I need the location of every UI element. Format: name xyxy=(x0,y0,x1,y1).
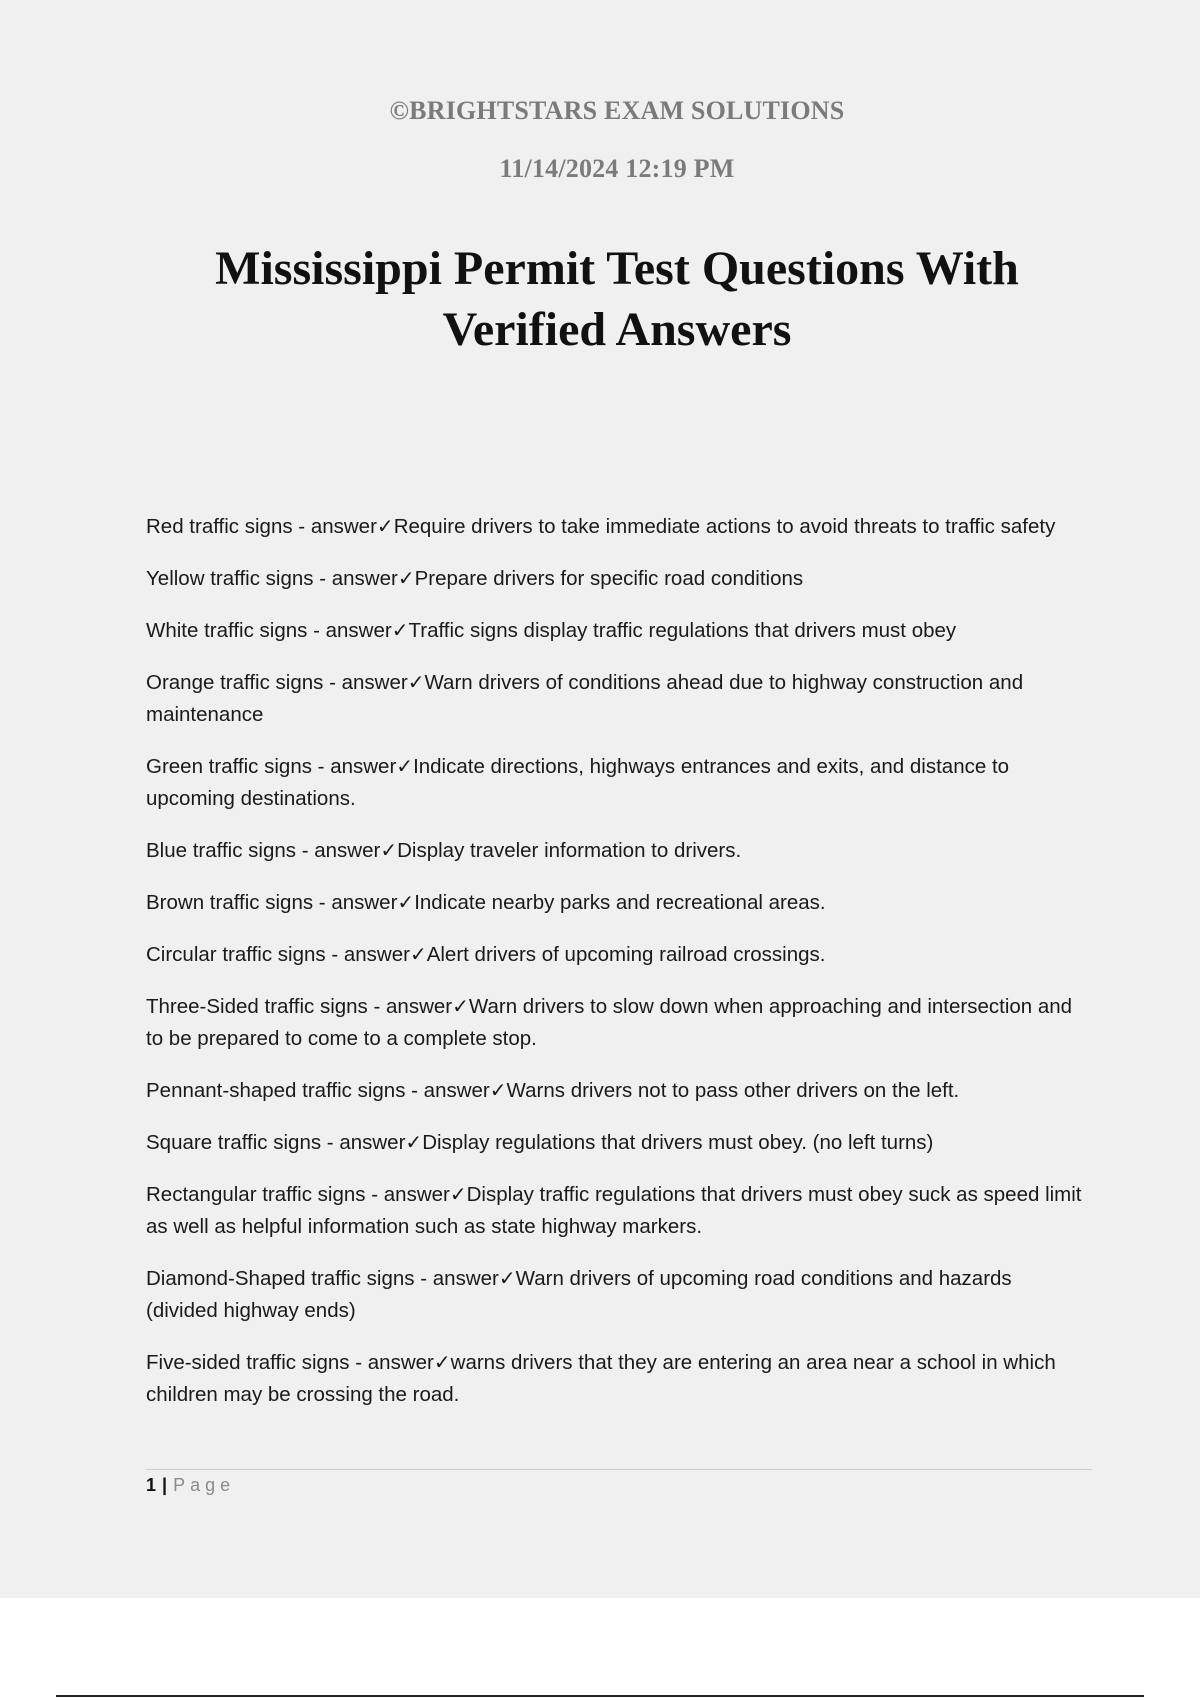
answer-marker: answer xyxy=(367,1351,434,1374)
checkmark-icon: ✓ xyxy=(498,1266,516,1290)
qa-separator: - xyxy=(325,943,344,966)
qa-term: Five-sided traffic signs xyxy=(146,1351,350,1374)
answer-marker: answer xyxy=(330,755,397,778)
qa-answer: Require drivers to take immediate actions to avoid threats to traffic safety xyxy=(393,515,1056,538)
checkmark-icon: ✓ xyxy=(433,1350,451,1374)
qa-term: Circular traffic signs xyxy=(146,943,326,966)
answer-marker: answer xyxy=(386,995,453,1018)
qa-answer: Warns drivers not to pass other drivers on the left. xyxy=(506,1079,960,1102)
checkmark-icon: ✓ xyxy=(452,994,469,1018)
qa-term: Orange traffic signs xyxy=(146,671,324,694)
checkmark-icon: ✓ xyxy=(409,942,427,966)
qa-answer: Alert drivers of upcoming railroad crossings. xyxy=(426,943,826,966)
qa-separator: - xyxy=(313,891,332,914)
qa-term: Diamond-Shaped traffic signs xyxy=(146,1267,415,1290)
answer-marker: answer xyxy=(423,1079,490,1102)
qa-answer: Traffic signs display traffic regulations that drivers must obey xyxy=(408,619,957,642)
bottom-divider xyxy=(56,1695,1144,1697)
page-number: 1 xyxy=(146,1475,157,1495)
qa-item xyxy=(146,1262,1086,1327)
answer-marker: answer xyxy=(341,671,408,694)
checkmark-icon: ✓ xyxy=(489,1078,507,1102)
title-line-2: Verified Answers xyxy=(442,303,792,356)
answer-marker: answer xyxy=(331,891,398,914)
qa-separator: - xyxy=(307,619,326,642)
qa-item xyxy=(146,990,1086,1055)
checkmark-icon: ✓ xyxy=(396,754,414,778)
copyright-header: ©BRIGHTSTARS EXAM SOLUTIONS xyxy=(389,96,845,125)
checkmark-icon: ✓ xyxy=(397,566,415,590)
qa-answer: Warn drivers of upcoming road conditions and hazards (divided highway ends) xyxy=(146,1267,1012,1322)
footer-divider xyxy=(146,1469,1092,1470)
qa-item xyxy=(146,666,1086,731)
qa-separator: - xyxy=(367,995,387,1018)
qa-term: Brown traffic signs xyxy=(146,891,314,914)
answer-marker: answer xyxy=(432,1267,499,1290)
qa-separator: - xyxy=(321,1131,340,1154)
qa-item xyxy=(146,750,1086,815)
checkmark-icon: ✓ xyxy=(405,1130,423,1154)
answer-marker: answer xyxy=(310,515,377,538)
qa-item xyxy=(146,1346,1086,1411)
document-title xyxy=(0,238,1200,360)
answer-marker: answer xyxy=(339,1131,406,1154)
checkmark-icon: ✓ xyxy=(380,838,398,862)
qa-term: Square traffic signs xyxy=(146,1131,322,1154)
qa-separator: - xyxy=(313,567,332,590)
page-label: Page xyxy=(173,1475,236,1495)
answer-marker: answer xyxy=(343,943,410,966)
qa-item xyxy=(146,1074,1086,1107)
qa-item xyxy=(146,510,1086,543)
answer-marker: answer xyxy=(331,567,398,590)
page-separator: | xyxy=(162,1475,168,1495)
checkmark-icon: ✓ xyxy=(407,670,425,694)
qa-answer: Warn drivers to slow down when approaching and intersection and to be prepared to come to a complete stop. xyxy=(146,995,1073,1050)
qa-answer: warns drivers that they are entering an area near a school in which children may be crossing the road. xyxy=(146,1351,1056,1406)
qa-separator: - xyxy=(292,515,311,538)
qa-item xyxy=(146,938,1086,971)
checkmark-icon: ✓ xyxy=(449,1182,467,1206)
title-line-1: Mississippi Permit Test Questions With xyxy=(215,242,1019,295)
checkmark-icon: ✓ xyxy=(397,890,415,914)
qa-term: Blue traffic signs xyxy=(146,839,297,862)
qa-item xyxy=(146,886,1086,919)
qa-term: Red traffic signs xyxy=(146,515,293,538)
qa-separator: - xyxy=(296,839,315,862)
qa-separator: - xyxy=(405,1079,424,1102)
checkmark-icon: ✓ xyxy=(376,514,394,538)
qa-term: Green traffic signs xyxy=(146,755,312,778)
qa-item xyxy=(146,562,1086,595)
qa-item xyxy=(146,834,1086,867)
qa-answer: Prepare drivers for specific road conditions xyxy=(414,567,804,590)
qa-separator: - xyxy=(365,1183,384,1206)
checkmark-icon: ✓ xyxy=(391,618,409,642)
qa-answer: Display regulations that drivers must obey. (no left turns) xyxy=(422,1131,934,1154)
qa-item xyxy=(146,1126,1086,1159)
timestamp-header: 11/14/2024 12:19 PM xyxy=(499,154,735,183)
qa-term: Three-Sided traffic signs xyxy=(146,995,368,1018)
qa-term: White traffic signs xyxy=(146,619,308,642)
qa-answer: Warn drivers of conditions ahead due to highway construction and maintenance xyxy=(146,671,1024,726)
qa-list xyxy=(146,510,1086,1430)
qa-separator: - xyxy=(349,1351,368,1374)
qa-separator: - xyxy=(414,1267,433,1290)
qa-term: Pennant-shaped traffic signs xyxy=(146,1079,406,1102)
qa-term: Rectangular traffic signs xyxy=(146,1183,366,1206)
qa-term: Yellow traffic signs xyxy=(146,567,314,590)
qa-answer: Display traffic regulations that drivers must obey suck as speed limit as well as helpful information such as state highway markers. xyxy=(146,1183,1082,1238)
qa-separator: - xyxy=(323,671,342,694)
qa-answer: Display traveler information to drivers. xyxy=(397,839,742,862)
answer-marker: answer xyxy=(325,619,392,642)
qa-answer: Indicate nearby parks and recreational areas. xyxy=(414,891,826,914)
qa-item xyxy=(146,1178,1086,1243)
page-footer xyxy=(146,1475,235,1496)
qa-separator: - xyxy=(311,755,331,778)
answer-marker: answer xyxy=(314,839,381,862)
qa-answer: Indicate directions, highways entrances and exits, and distance to upcoming destinations. xyxy=(146,755,1010,810)
qa-item xyxy=(146,614,1086,647)
answer-marker: answer xyxy=(383,1183,450,1206)
